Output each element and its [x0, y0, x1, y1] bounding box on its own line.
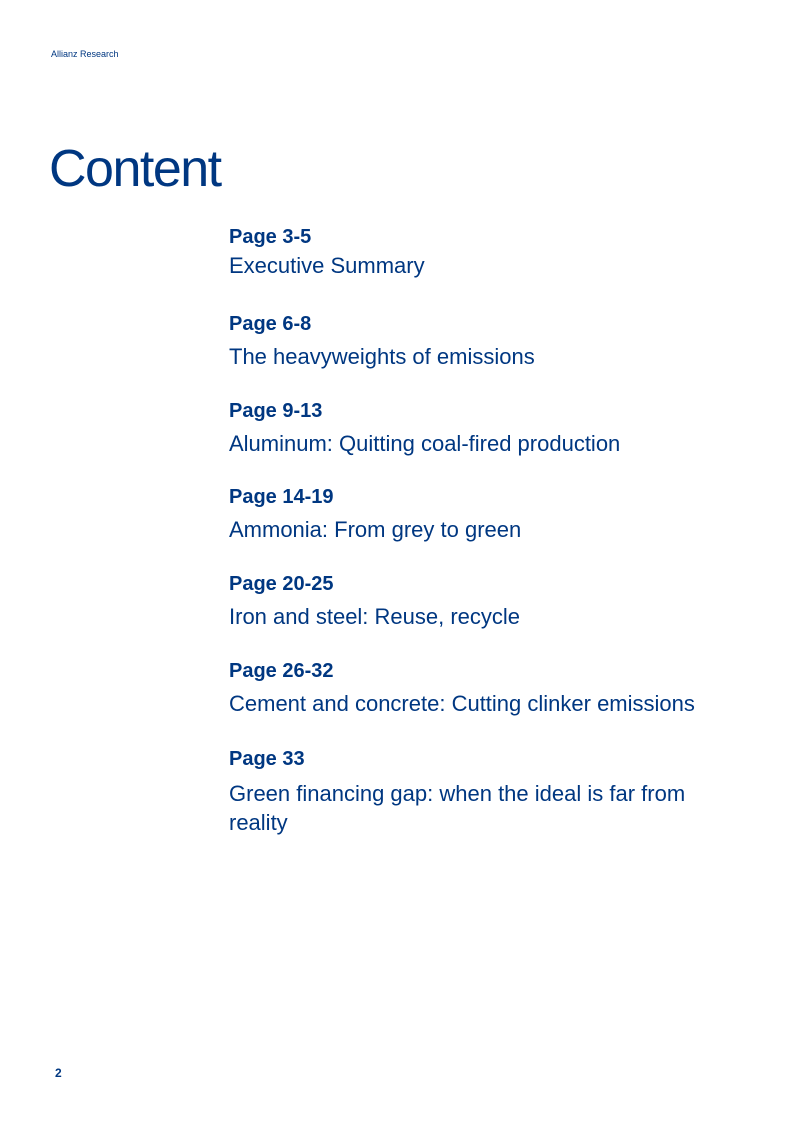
toc-entry [229, 225, 749, 280]
toc-entry [229, 572, 749, 631]
toc-page-range: Page 9-13 [229, 400, 323, 422]
toc-section-title: Green financing gap: when the ideal is far from reality [229, 781, 686, 835]
toc-section-title: The heavyweights of emissions [229, 344, 535, 369]
toc-section-title: Executive Summary [229, 253, 425, 278]
page-number: 2 [55, 1066, 62, 1080]
toc-section-title: Cement and concrete: Cutting clinker emissions [229, 691, 695, 716]
running-header: Allianz Research [51, 49, 119, 59]
toc-page-range: Page 33 [229, 748, 305, 770]
toc-page-range: Page 20-25 [229, 573, 334, 595]
toc-entry [229, 747, 749, 837]
toc-page-range: Page 14-19 [229, 486, 334, 508]
toc-page-range: Page 6-8 [229, 313, 312, 335]
toc-section-title: Ammonia: From grey to green [229, 517, 522, 542]
toc-page-range: Page 3-5 [229, 226, 312, 248]
toc-section-title: Aluminum: Quitting coal-fired production [229, 431, 621, 456]
page-title: Content [49, 140, 221, 198]
toc-page-range: Page 26-32 [229, 660, 334, 682]
toc-entry [229, 312, 749, 371]
toc-entry [229, 659, 749, 718]
toc-section-title: Iron and steel: Reuse, recycle [229, 604, 521, 629]
toc-entry [229, 485, 749, 544]
toc-entry [229, 399, 749, 458]
